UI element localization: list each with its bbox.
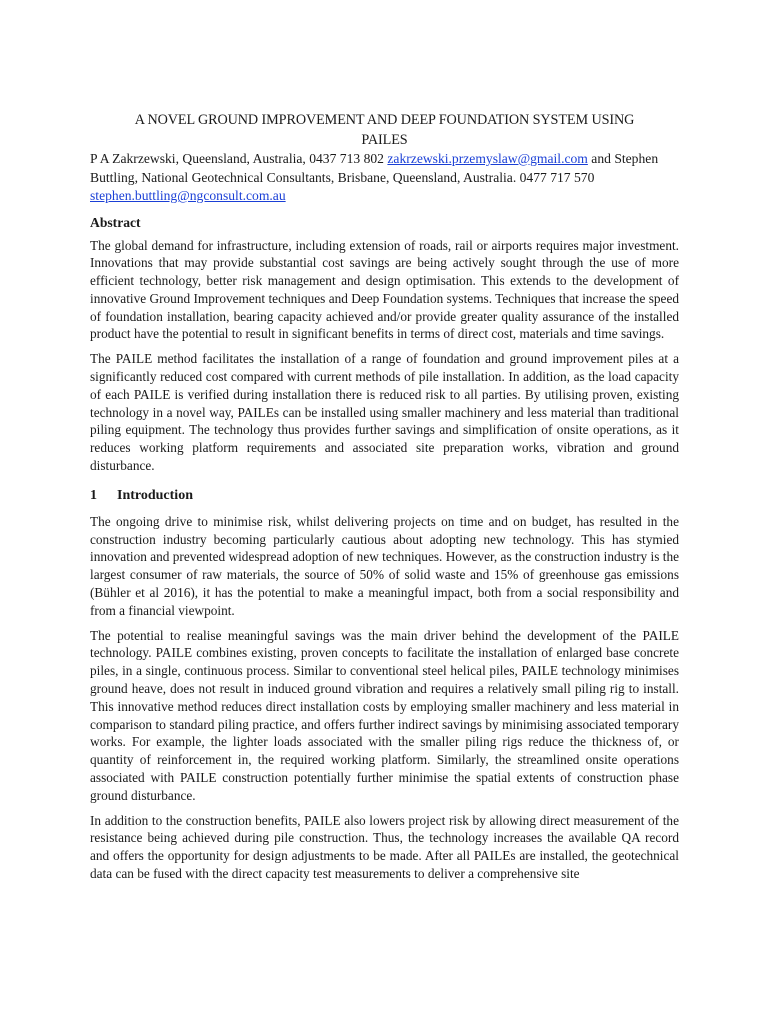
author-block <box>90 150 679 206</box>
author-text-2: and Stephen Buttling, National Geotechnical Consultants, Brisbane, Queensland, Australia. 0477 717 570 <box>90 151 659 185</box>
author-email-1-link[interactable]: zakrzewski.przemyslaw@gmail.com <box>387 151 588 166</box>
author-text-1: P A Zakrzewski, Queensland, Australia, 0437 713 802 <box>90 151 388 166</box>
intro-paragraph: In addition to the construction benefits, PAILE also lowers project risk by allowing direct measurement of the resistance being achieved during pile construction. Thus, the technology increases the available QA record and offers the opportunity for design adjustments to be made. After all PAILEs are installed, the geotechnical data can be fused with the direct capacity test measurements to deliver a comprehensive site <box>90 812 679 881</box>
abstract-paragraph: The global demand for infrastructure, including extension of roads, rail or airports requires major investment. Innovations that may provide substantial cost savings are being actively sought through the use of more efficient technology, better risk management and design optimisation. This extends to the development of innovative Ground Improvement techniques and Deep Foundation systems. Techniques that increase the speed of foundation installation, bearing capacity achieved and/or provide greater quality assurance of the installed product have the potential to result in significant benefits in terms of direct cost, materials and time savings. <box>90 237 679 342</box>
section-number: 1 <box>90 487 97 503</box>
abstract-heading: Abstract <box>90 214 141 230</box>
section-title: Introduction <box>117 487 193 503</box>
title-line-1: A NOVEL GROUND IMPROVEMENT AND DEEP FOUNDATION SYSTEM USING <box>134 112 635 128</box>
document-page <box>90 110 679 890</box>
title-line-2: PAILES <box>361 132 408 148</box>
abstract-paragraph: The PAILE method facilitates the installation of a range of foundation and ground improvement piles at a significantly reduced cost compared with current methods of pile installation. In addition, as the load capacity of each PAILE is verified during installation there is reduced risk to all parties. By utilising proven, existing technology in a novel way, PAILEs can be installed using smaller machinery and less material than traditional piling equipment. The technology thus provides further savings and simplification of onsite operations, as it reduces working platform requirements and associated site preparation works, vibration and ground disturbance. <box>90 351 679 474</box>
section-heading-introduction <box>90 487 679 505</box>
intro-paragraph: The potential to realise meaningful savings was the main driver behind the development of the PAILE technology. PAILE combines existing, proven concepts to facilitate the installation of enlarged base concrete piles, in a single, continuous process. Similar to conventional steel helical piles, PAILE technology minimises ground heave, does not result in induced ground vibration and requires a relatively small piling rig to install. This innovative method reduces direct installation costs by employing smaller machinery and less material in comparison to standard piling practice, and offers further indirect savings by minimising associated temporary works. For example, the lighter loads associated with the smaller piling rigs reduce the thickness of, or quantity of reinforcement in, the required working platform. Similarly, the streamlined onsite operations associated with PAILE construction potentially further minimise the spatial extents of construction phase ground disturbance. <box>90 627 679 803</box>
intro-paragraph: The ongoing drive to minimise risk, whilst delivering projects on time and on budget, has resulted in the construction industry becoming particularly cautious about adopting new technology. This has stymied innovation and prevented widespread adoption of new techniques. However, as the construction industry is the largest consumer of raw materials, the source of 50% of solid waste and 15% of greenhouse gas emissions (Bühler et al 2016), it has the potential to make a meaningful impact, both from a social responsibility and from a financial viewpoint. <box>90 513 679 618</box>
author-email-2-link[interactable]: stephen.buttling@ngconsult.com.au <box>90 188 286 203</box>
paper-title <box>90 110 679 150</box>
